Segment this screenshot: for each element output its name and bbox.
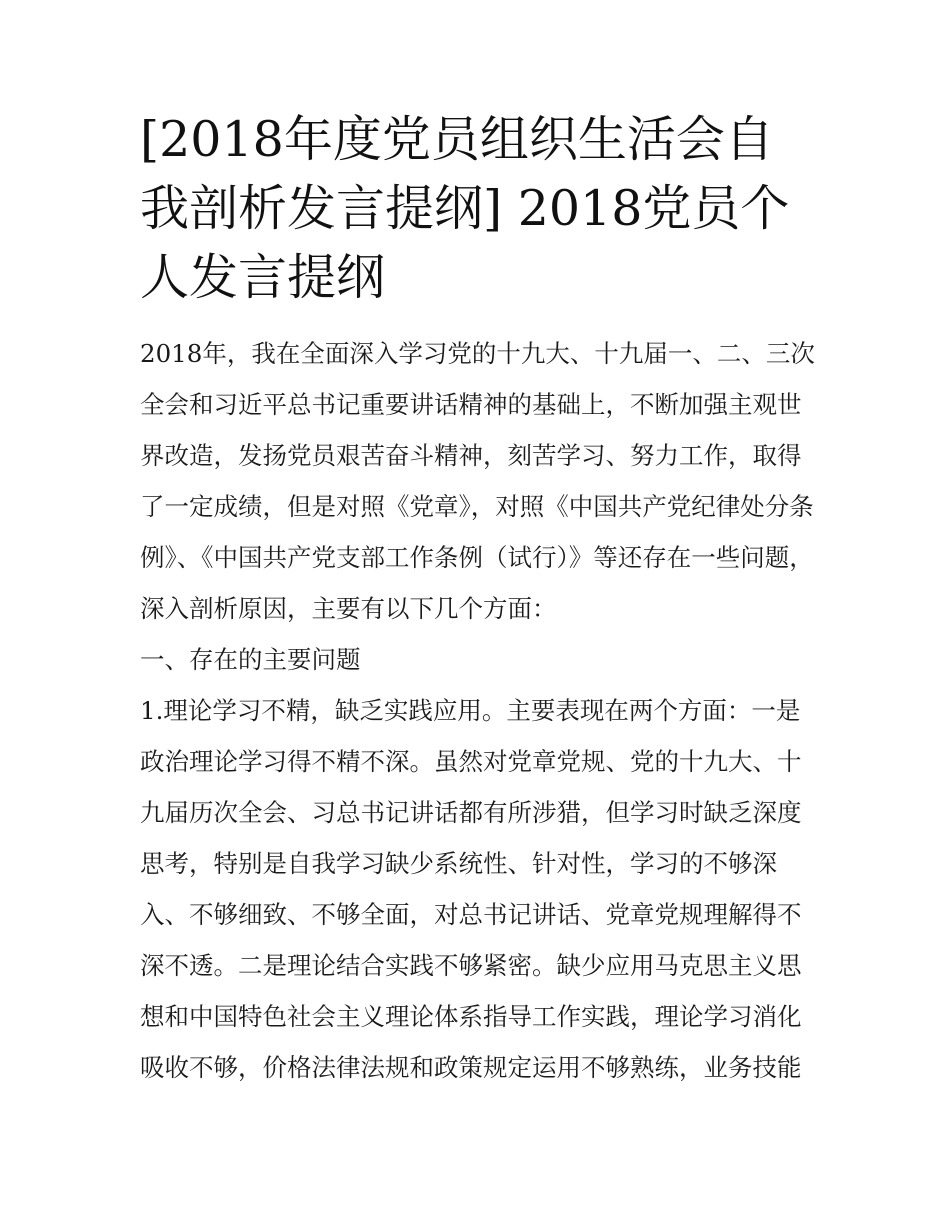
intro-paragraph: 2018年，我在全面深入学习党的十九大、十九届一、二、三次全会和习近平总书记重要讲话精神的基础上，不断加强主观世界改造，发扬党员艰苦奋斗精神，刻苦学习、努力工作，取得了一定成绩，但是对照《党章》，对照《中国共产党纪律处分条例》、《中国共产党支部工作条例（试行）》等还存在一些问题，深入剖析原因，主要有以下几个方面： <box>140 339 815 623</box>
section-heading: 一、存在的主要问题 <box>140 645 361 674</box>
document-body <box>140 328 820 1093</box>
document-title: [2018年度党员组织生活会自我剖析发言提纲] 2018党员个人发言提纲 <box>140 111 790 306</box>
document-page <box>140 105 820 1093</box>
issue-paragraph: 1.理论学习不精，缺乏实践应用。主要表现在两个方面：一是政治理论学习得不精不深。虽然对党章党规、党的十九大、十九届历次全会、习总书记讲话都有所涉猎，但学习时缺乏深度思考，特别是自我学习缺少系统性、针对性，学习的不够深入、不够细致、不够全面，对总书记讲话、党章党规理解得不深不透。二是理论结合实践不够紧密。缺少应用马克思主义思想和中国特色社会主义理论体系指导工作实践，理论学习消化吸收不够，价格法律法规和政策规定运用不够熟练，业务技能 <box>140 696 802 1082</box>
